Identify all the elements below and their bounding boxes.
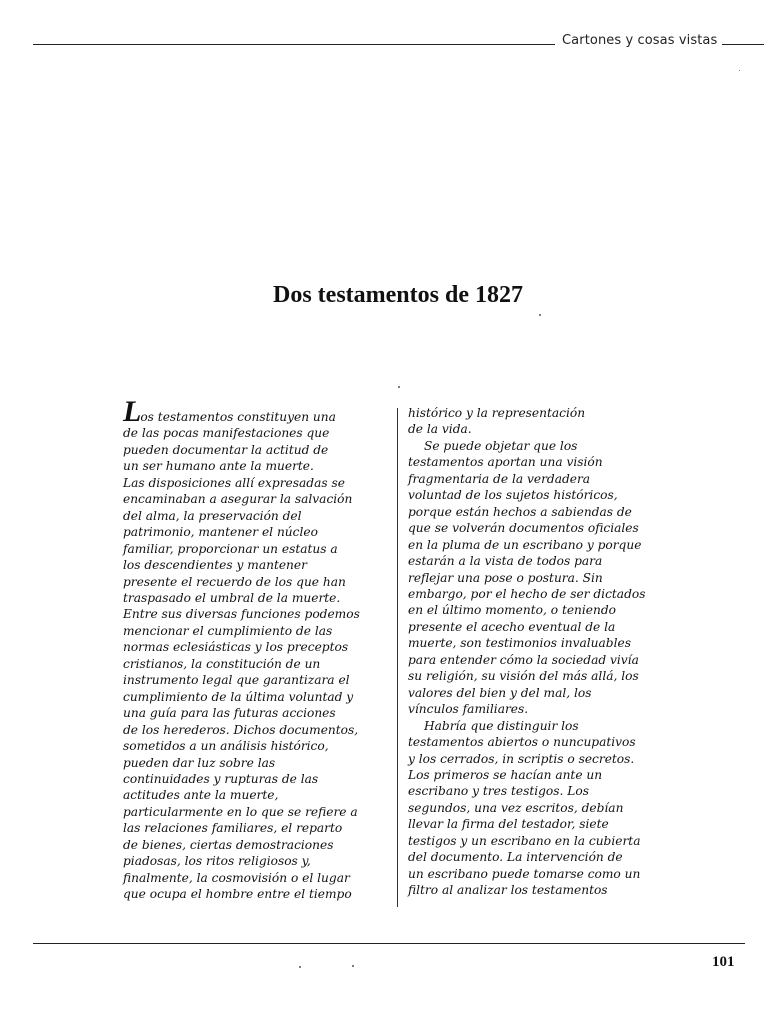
left-column [123,395,393,903]
header-rule [33,44,555,45]
scan-speck [739,70,740,71]
page-number: 101 [712,954,735,970]
running-head: Cartones y cosas vistas [562,33,718,48]
left-paragraph-1-text: os testamentos constituyen una de las pocas manifestaciones que pueden documentar la actitud de un ser humano ante la muerte. Las disposiciones allí expresadas se encaminaban a asegurar la salvación del alma, la preservación del patrimonio, mantener el núcleo familiar, proporcionar un estatus a los descendientes y mantener presente el recuerdo de los que han traspasado el umbral de la muerte. Entre sus diversas funciones podemos mencionar el cumplimiento de las normas eclesiásticas y los preceptos cristianos, la constitución de un instrumento legal que garantizara el cumplimiento de la última voluntad y una guía para las futuras acciones de los herederos. Dichos documentos, sometidos a un análisis histórico, pueden dar luz sobre las continuidades y rupturas de las actitudes ante la muerte, particularmente en lo que se refiere a las relaciones familiares, el reparto de bienes, ciertas demostraciones piadosas, los ritos religiosos y, finalmente, la cosmovisión o el lugar que ocupa el hombre entre el tiempo [123,410,360,902]
scan-speck [539,314,541,316]
scan-speck [398,386,400,388]
scan-speck [352,965,354,967]
left-paragraph-1 [123,395,393,903]
column-divider [397,408,398,907]
right-paragraph-1: histórico y la representación de la vida. [408,406,586,437]
right-column [408,405,678,899]
footer-rule [33,943,745,944]
article-title: Dos testamentos de 1827 [273,282,523,308]
right-paragraph-2: Se puede objetar que los testamentos aportan una visión fragmentaria de la verdadera voluntad de los sujetos históricos, porque están hechos a sabiendas de que se volverán documentos oficiales en la pluma de un escribano y porque estarán a la vista de todos para reflejar una pose o postura. Sin embargo, por el hecho de ser dictados en el último momento, o teniendo presente el acecho eventual de la muerte, son testimonios invaluables para entender cómo la sociedad vivía su religión, su visión del más allá, los valores del bien y del mal, los vínculos familiares. [408,438,646,717]
right-paragraph-3: Habría que distinguir los testamentos abiertos o nuncupativos y los cerrados, in scriptis o secretos. Los primeros se hacían ante un escribano y tres testigos. Los segundos, una vez escritos, debían llevar la firma del testador, siete testigos y un escribano en la cubierta del documento. La intervención de un escribano puede tomarse como un filtro al analizar los testamentos [408,718,641,898]
drop-cap: L [123,395,141,428]
scan-speck [299,966,301,968]
header-rule-end [722,44,764,45]
